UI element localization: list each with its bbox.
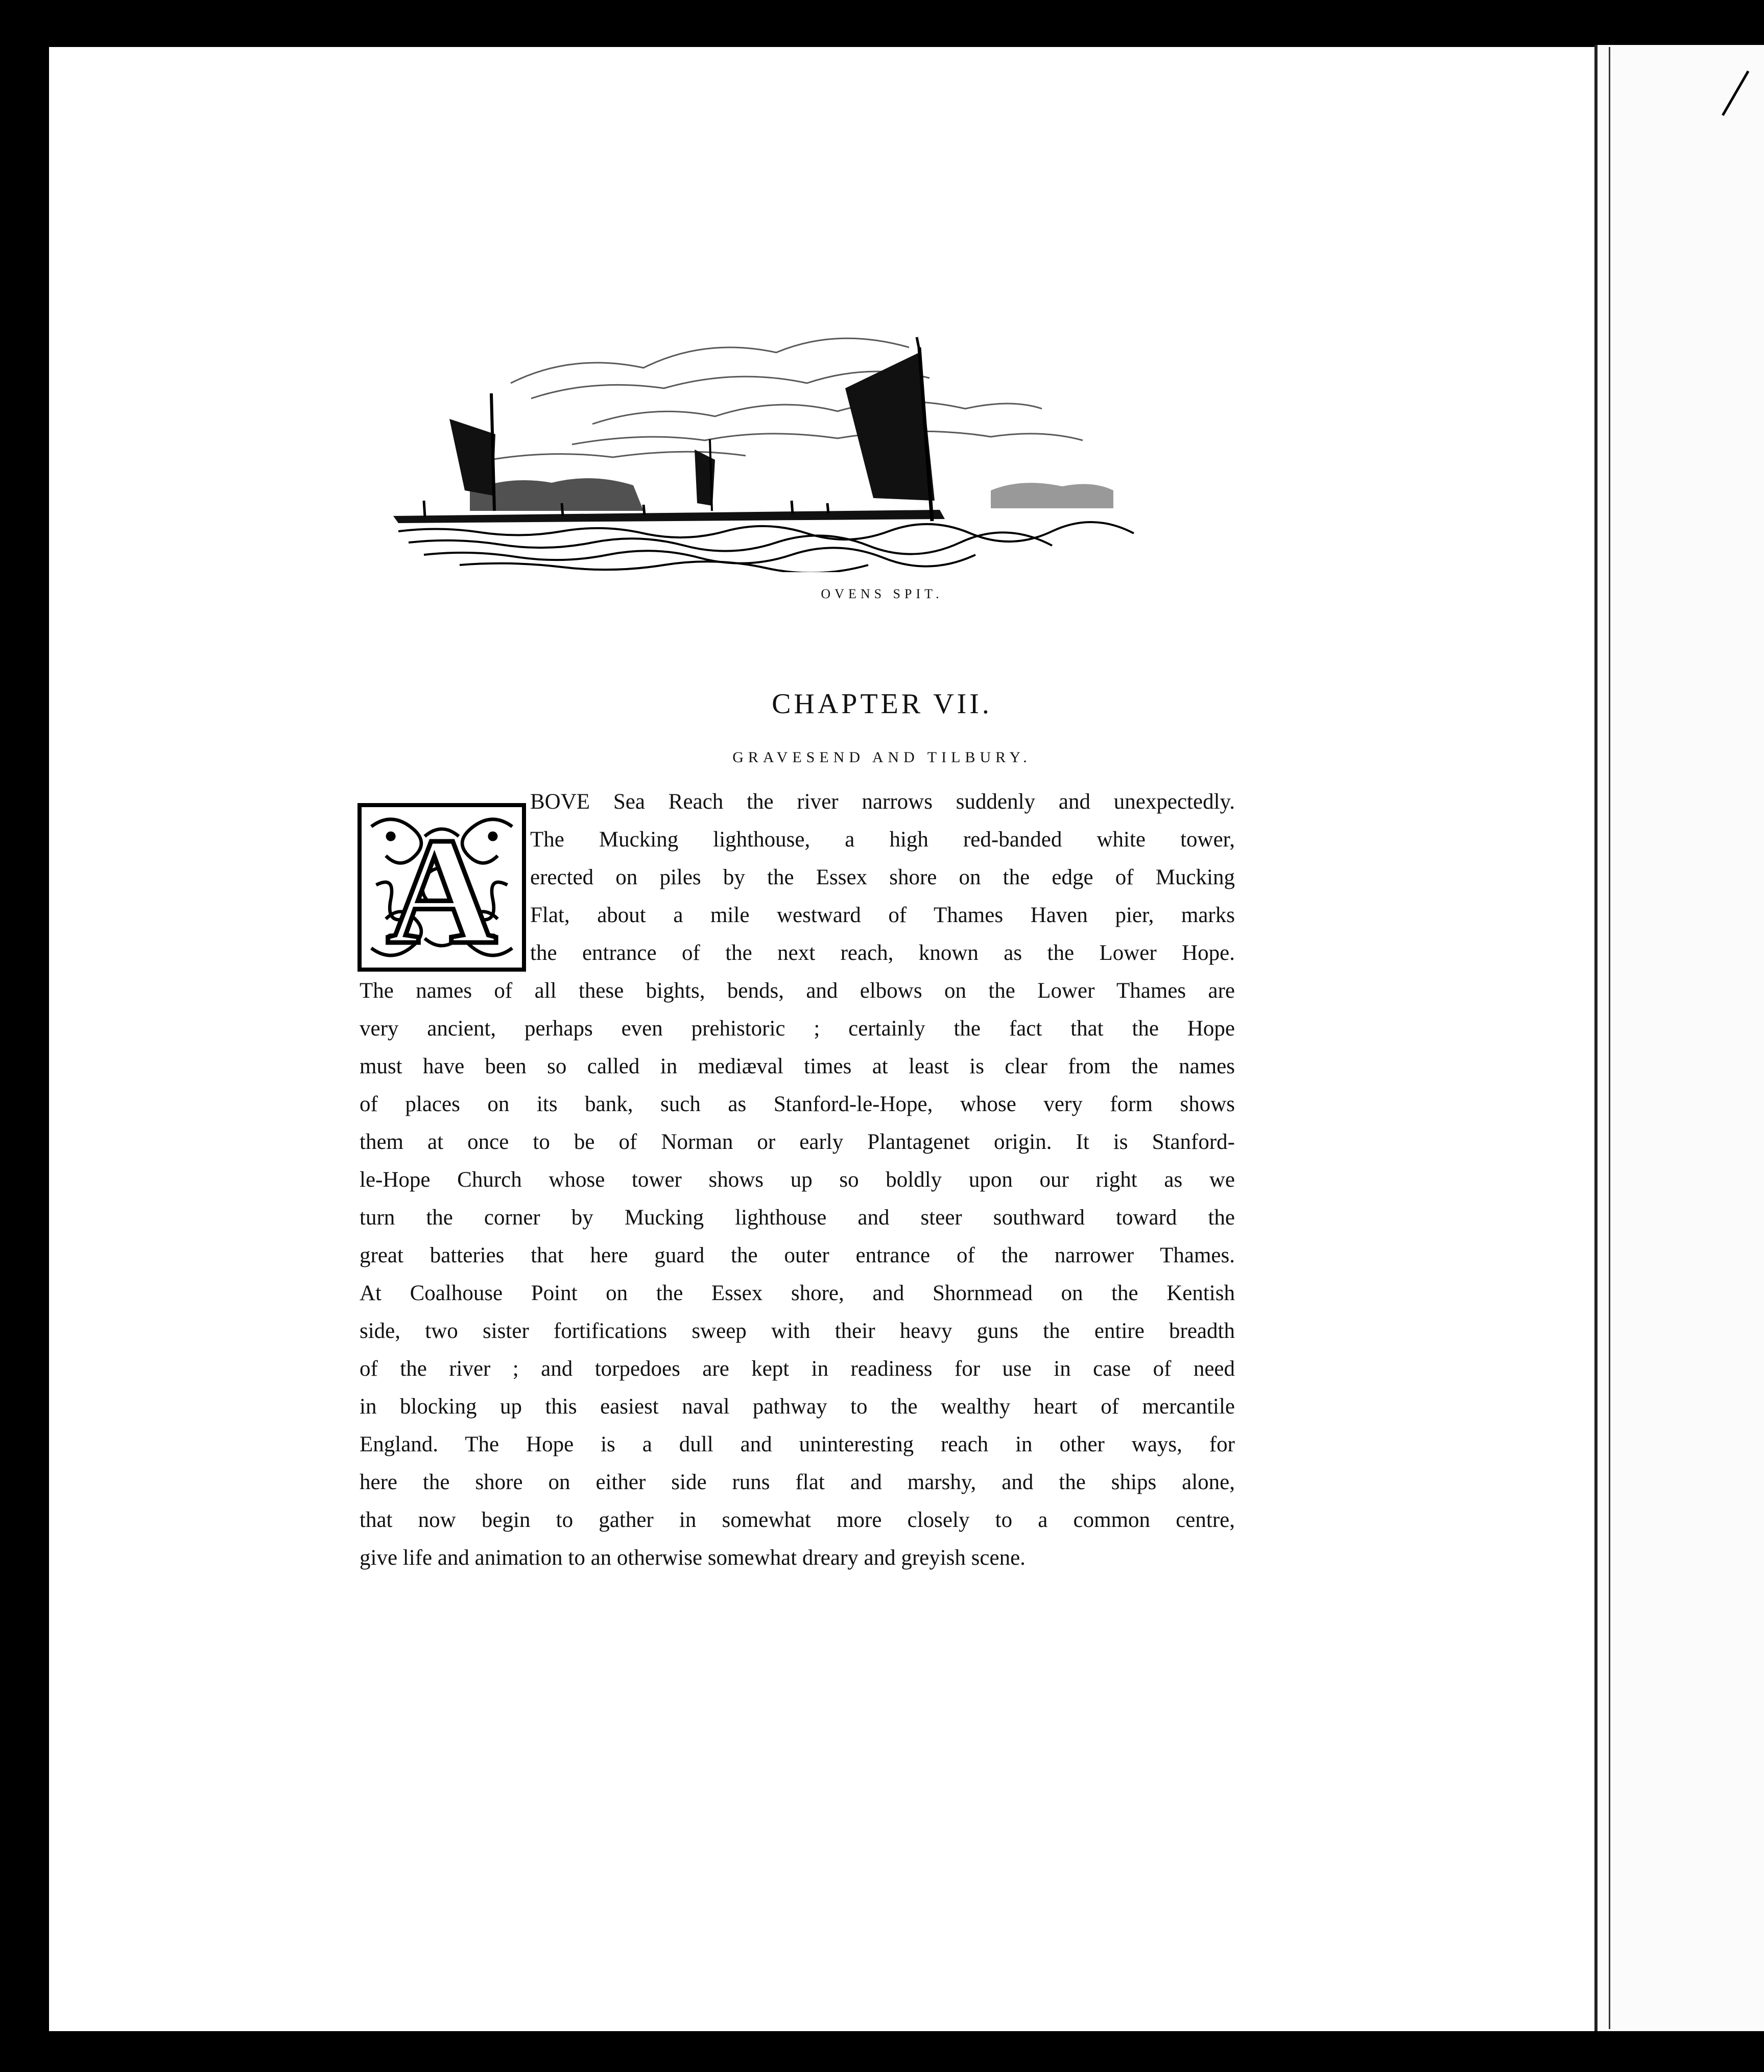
body-line: erected on piles by the Essex shore on the edge of Mucking [530, 865, 1235, 889]
body-line: of places on its bank, such as Stanford-le-Hope, whose very form shows [360, 1092, 1235, 1116]
sailing-barges-engraving-icon [378, 307, 1175, 572]
illustration-caption: OVENS SPIT. [821, 586, 943, 601]
body-line: The names of all these bights, bends, and elbows on the Lower Thames are [360, 979, 1235, 1003]
chapter-subtitle: GRAVESEND AND TILBURY. [732, 749, 1032, 766]
body-line: very ancient, perhaps even prehistoric ; certainly the fact that the Hope [360, 1017, 1235, 1041]
ornamental-initial-a-icon [357, 803, 526, 976]
page-gutter-line [1609, 47, 1610, 2029]
body-line: England. The Hope is a dull and uninteresting reach in other ways, for [360, 1432, 1235, 1456]
body-line: the entrance of the next reach, known as the Lower Hope. [530, 941, 1235, 965]
body-line: The Mucking lighthouse, a high red-banded white tower, [530, 828, 1235, 852]
body-line: here the shore on either side runs flat and marshy, and the ships alone, [360, 1470, 1235, 1494]
body-line: turn the corner by Mucking lighthouse and steer southward toward the [360, 1206, 1235, 1230]
body-line: great batteries that here guard the outer entrance of the narrower Thames. [360, 1243, 1235, 1267]
adjacent-page-edge [1594, 45, 1764, 2031]
chapter-title: CHAPTER VII. [772, 688, 992, 720]
body-line: that now begin to gather in somewhat more closely to a common centre, [360, 1508, 1235, 1532]
body-line: BOVE Sea Reach the river narrows suddenly and unexpectedly. [530, 790, 1235, 814]
body-line: Flat, about a mile westward of Thames Haven pier, marks [530, 903, 1235, 927]
dropcap-letter: A [386, 806, 497, 976]
body-line: le-Hope Church whose tower shows up so boldly upon our right as we [360, 1168, 1235, 1192]
body-line: in blocking up this easiest naval pathway to the wealthy heart of mercantile [360, 1395, 1235, 1419]
body-line: must have been so called in mediæval times at least is clear from the names [360, 1054, 1235, 1078]
body-line: side, two sister fortifications sweep with their heavy guns the entire breadth [360, 1319, 1235, 1343]
body-line: At Coalhouse Point on the Essex shore, and Shornmead on the Kentish [360, 1281, 1235, 1305]
body-line: of the river ; and torpedoes are kept in readiness for use in case of need [360, 1357, 1235, 1381]
body-line: them at once to be of Norman or early Plantagenet origin. It is Stanford- [360, 1130, 1235, 1154]
body-line: give life and animation to an otherwise somewhat dreary and greyish scene. [360, 1546, 1026, 1570]
